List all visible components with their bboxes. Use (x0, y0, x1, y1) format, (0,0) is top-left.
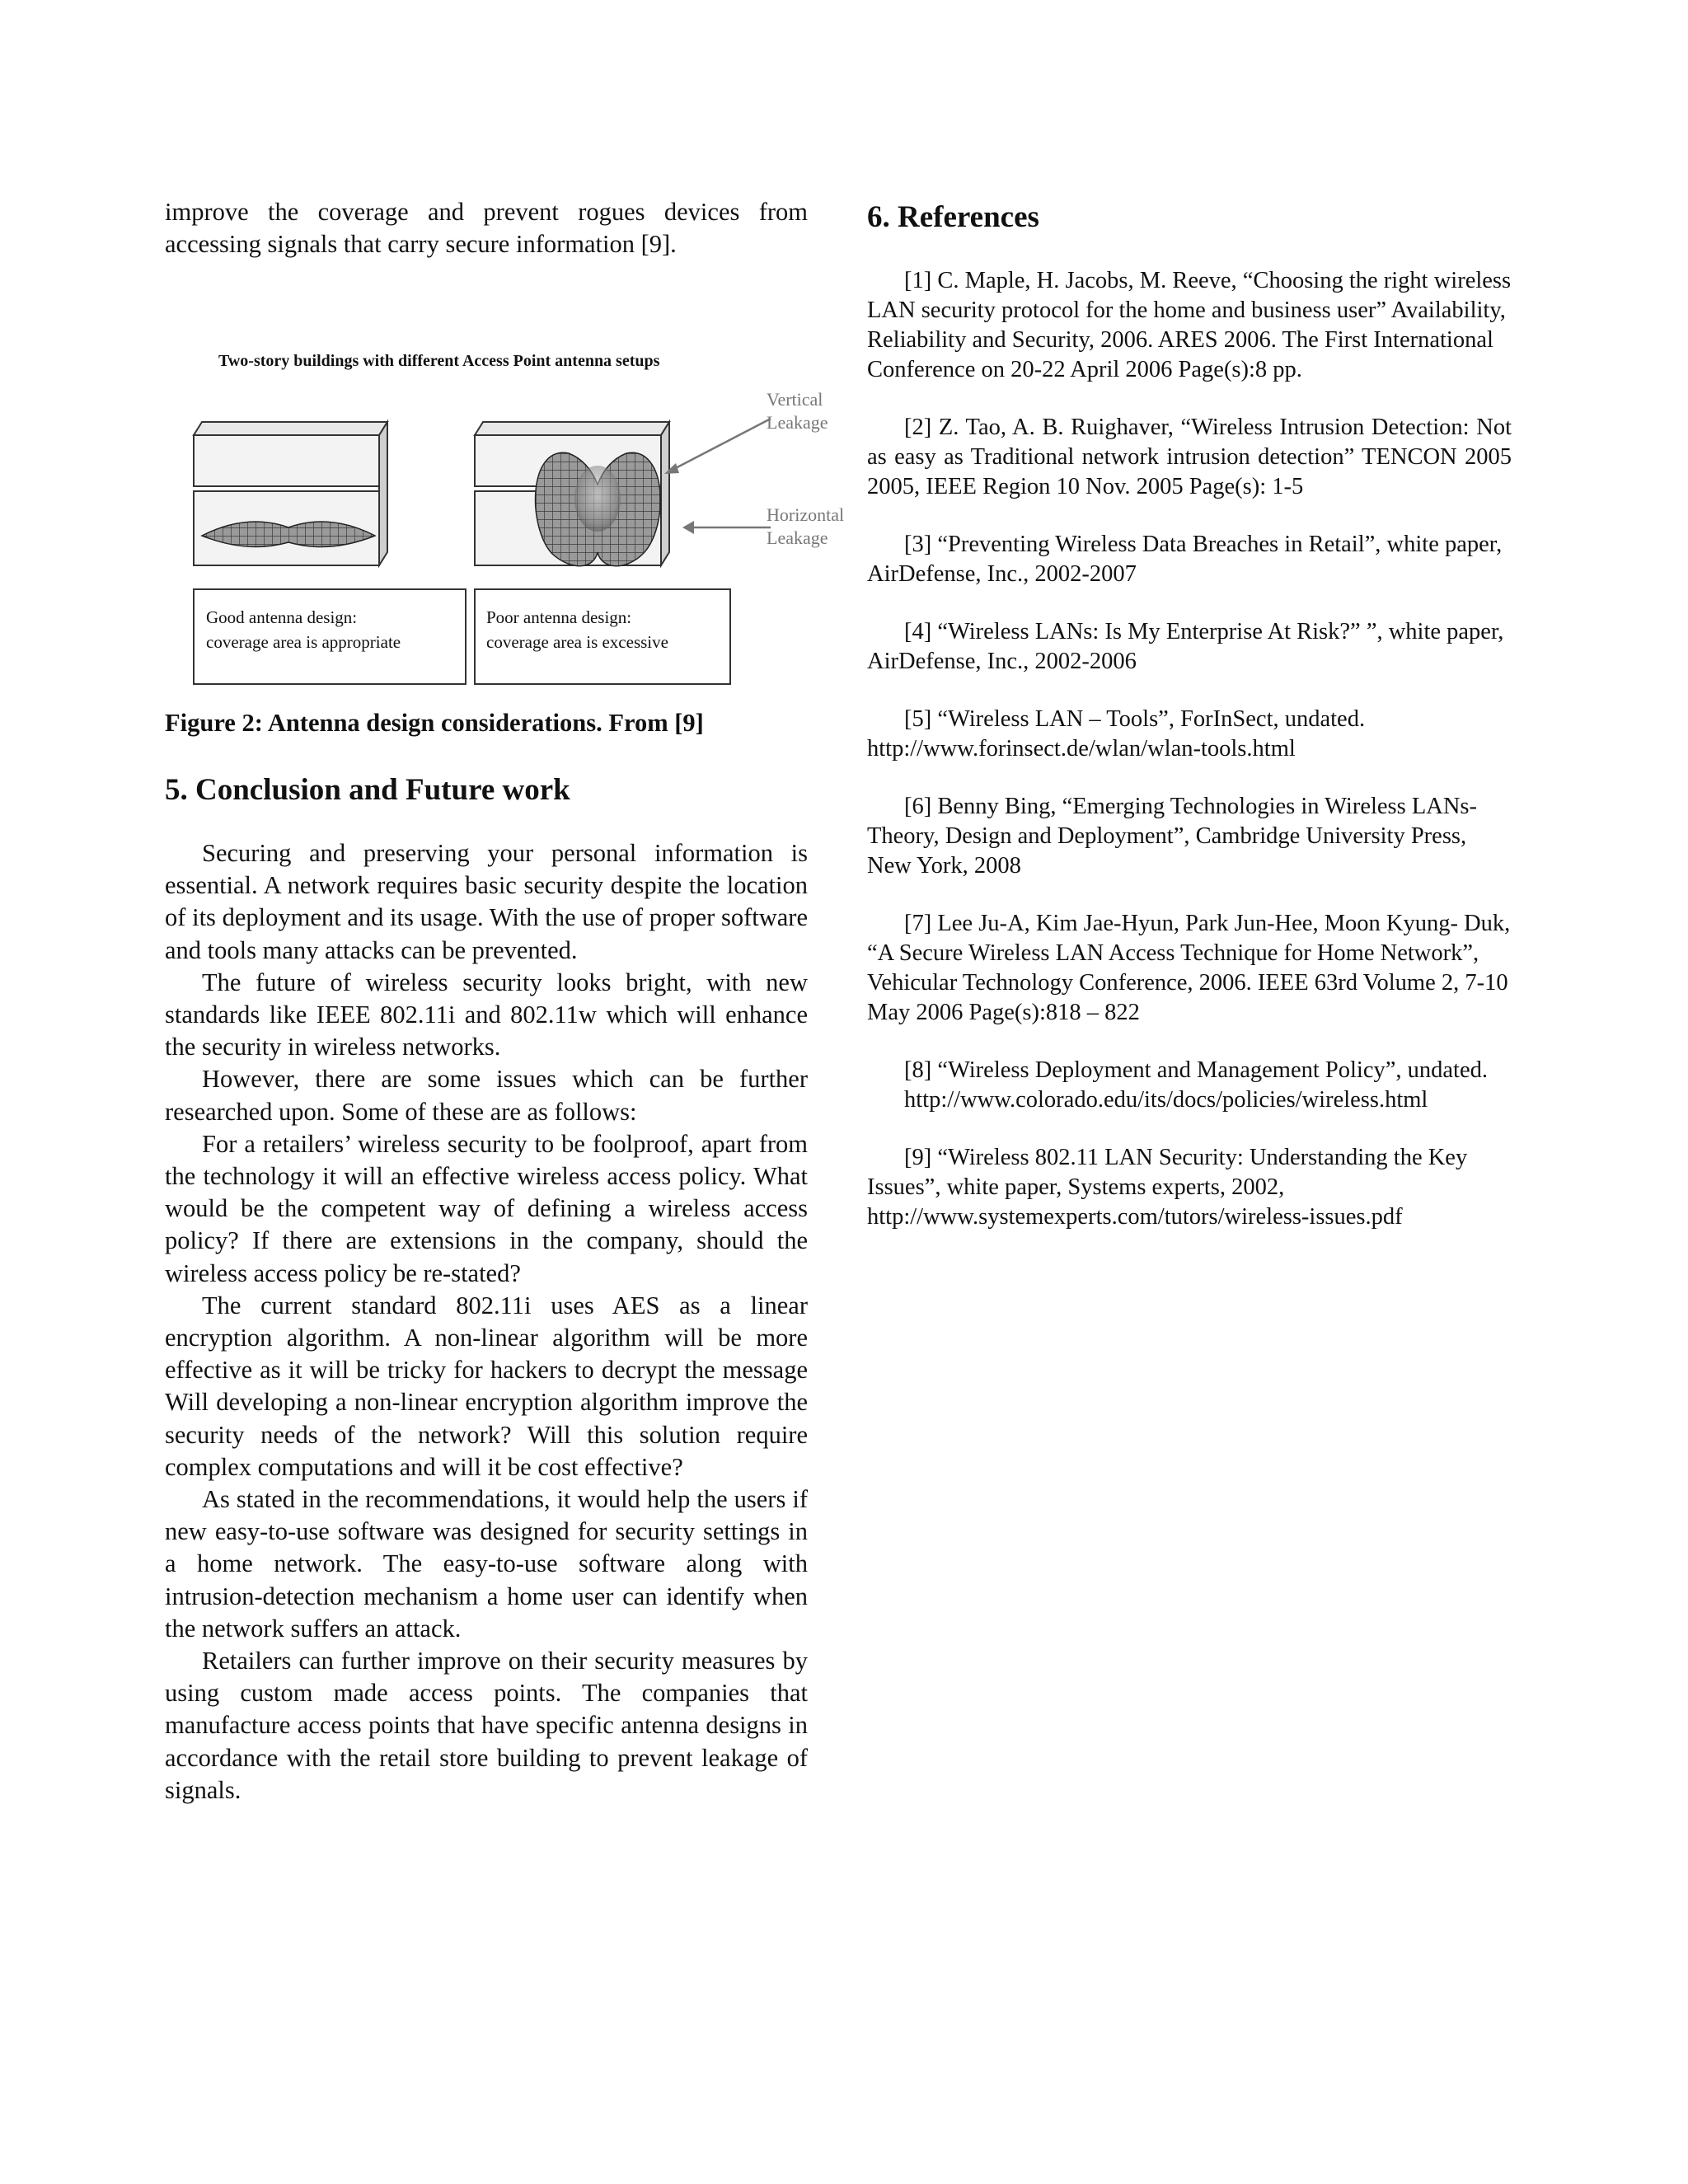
good-box-line-2: coverage area is appropriate (206, 632, 401, 652)
reference-text: [1] C. Maple, H. Jacobs, M. Reeve, “Choosing the right wireless LAN security protocol for the home and business user” Availability, Reliability and Security, 2006. ARES 2006. The First International Conference on 20-22 April 2006 Page(s):8 pp. (867, 268, 1512, 382)
intro-line-1: improve the coverage and prevent rogues devices from (165, 198, 808, 226)
references-heading: 6. References (867, 200, 1039, 234)
figure-caption: Figure 2: Antenna design considerations. From [9] (165, 709, 704, 737)
reference-item (867, 266, 1512, 385)
reference-item (867, 530, 1512, 589)
reference-text: http://www.colorado.edu/its/docs/policies/wireless.html (904, 1087, 1428, 1113)
reference-list (867, 266, 1512, 1232)
intro-text (165, 196, 808, 260)
reference-item (867, 705, 1512, 764)
horizontal-leakage-label-2: Leakage (767, 527, 828, 548)
reference-item (867, 792, 1512, 881)
conclusion-paragraph: The future of wireless security looks bright, with new standards like IEEE 802.11i and 802.11w which will enhance the security in wireless networks. (165, 968, 808, 1062)
antenna-figure (165, 330, 865, 709)
conclusion-paragraph: As stated in the recommendations, it would help the users if new easy-to-use software was designed for security settings in a home network. The easy-to-use software along with intrusion-detection mechanism a home user can identify when the network suffers an attack. (165, 1485, 808, 1643)
reference-text: [2] Z. Tao, A. B. Ruighaver, “Wireless Intrusion Detection: Not as easy as Traditional network intrusion detection” TENCON 2005 2005, IEEE Region 10 Nov. 2005 Page(s): 1-5 (867, 415, 1512, 499)
poor-box-line-1: Poor antenna design: (486, 607, 632, 627)
good-building (194, 422, 387, 565)
conclusion-paragraph: For a retailers’ wireless security to be foolproof, apart from the technology it will an effective wireless access policy. What would be the competent way of defining a wireless access policy? If there are extensions in the company, should the wireless access policy be re-stated? (165, 1129, 808, 1287)
horizontal-leakage-label-1: Horizontal (767, 504, 845, 525)
leakage-arrows (664, 419, 771, 534)
reference-text: [6] Benny Bing, “Emerging Technologies in Wireless LANs- Theory, Design and Deployment”, Cambridge University Press, New York, 2008 (867, 794, 1477, 879)
conclusion-paragraph: Retailers can further improve on their security measures by using custom made access points. The companies that manufacture access points that have specific antenna designs in accordance with the retail store building to prevent leakage of signals. (165, 1647, 808, 1804)
conclusion-paragraph: Securing and preserving your personal information is essential. A network requires basic security despite the location of its deployment and its usage. With the use of proper software and tools many attacks can be prevented. (165, 839, 808, 964)
vertical-leakage-label-2: Leakage (767, 412, 828, 433)
figure-title: Two-story buildings with different Access Point antenna setups (218, 352, 660, 370)
vertical-leakage-label-1: Vertical (767, 389, 823, 410)
poor-box-line-2: coverage area is excessive (486, 632, 668, 652)
poor-building (475, 422, 669, 566)
reference-text: [9] “Wireless 802.11 LAN Security: Understanding the Key Issues”, white paper, Systems experts, 2002, http://www.systemexperts.com/tutors/wireless-issues.pdf (867, 1145, 1468, 1230)
intro-line-2: accessing signals that carry secure information [9]. (165, 230, 677, 259)
reference-text: [3] “Preventing Wireless Data Breaches in Retail”, white paper, AirDefense, Inc., 2002-2007 (867, 532, 1503, 587)
reference-text: [7] Lee Ju-A, Kim Jae-Hyun, Park Jun-Hee, Moon Kyung- Duk, “A Secure Wireless LAN Access Technique for Home Network”, Vehicular Technology Conference, 2006. IEEE 63rd Volume 2, 7-10 May 2006 Page(s):818 – 822 (867, 911, 1511, 1025)
left-column (165, 196, 808, 260)
reference-text: [8] “Wireless Deployment and Management Policy”, undated. (904, 1057, 1488, 1083)
good-box-line-1: Good antenna design: (206, 607, 358, 627)
reference-url (867, 1085, 1512, 1115)
right-column (867, 196, 1512, 1260)
reference-text: [5] “Wireless LAN – Tools”, ForInSect, undated. http://www.forinsect.de/wlan/wlan-tools.html (867, 706, 1366, 762)
conclusion-paragraph: The current standard 802.11i uses AES as a linear encryption algorithm. A non-linear algorithm will be more effective as it will be tricky for hackers to decrypt the message Will developing a non-linear encryption algorithm improve the security needs of the network? Will this solution require complex computations and will it be cost effective? (165, 1291, 808, 1481)
reference-item (867, 617, 1512, 677)
reference-item (867, 413, 1512, 502)
left-lower (165, 709, 808, 1807)
reference-item (867, 909, 1512, 1028)
conclusion-paragraph: However, there are some issues which can be further researched upon. Some of these are as follows: (165, 1065, 808, 1126)
reference-item (867, 1056, 1512, 1085)
reference-item (867, 1143, 1512, 1232)
reference-text: [4] “Wireless LANs: Is My Enterprise At Risk?” ”, white paper, AirDefense, Inc., 2002-2006 (867, 619, 1504, 674)
conclusion-body (165, 837, 808, 1807)
conclusion-heading: 5. Conclusion and Future work (165, 773, 570, 807)
